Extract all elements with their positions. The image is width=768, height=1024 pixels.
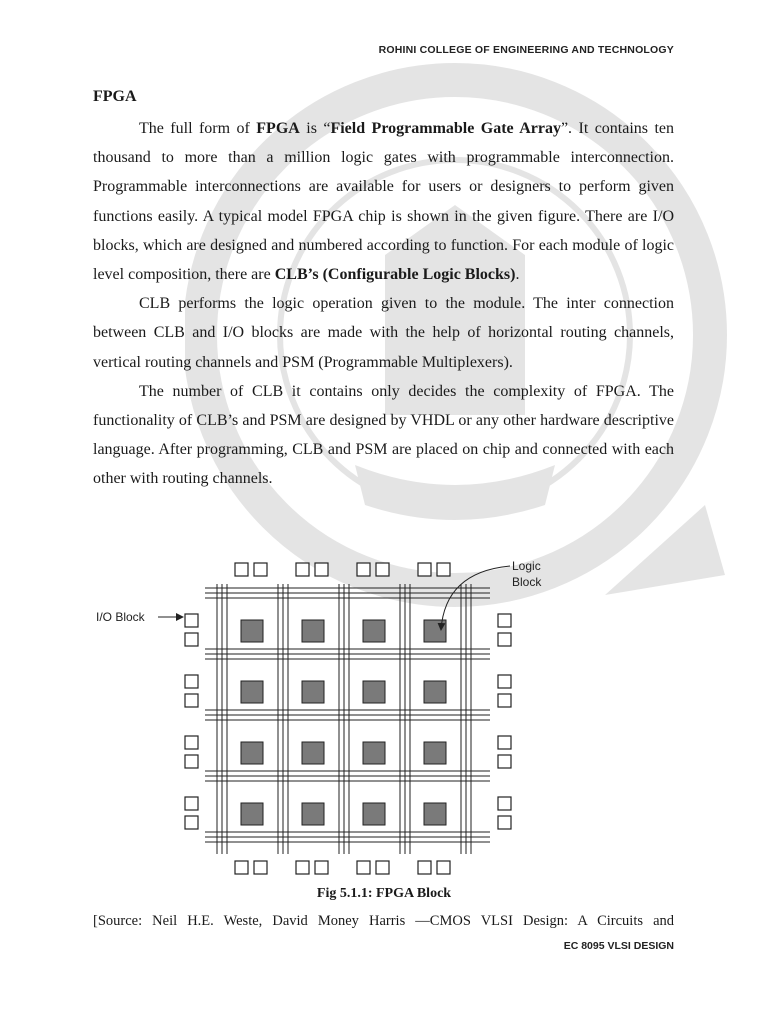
clb-block-r2c3 [424, 742, 446, 764]
clb-block-r1c2 [363, 681, 385, 703]
io-block-ring [185, 563, 511, 874]
io-block-2 [235, 861, 248, 874]
io-block-23 [498, 694, 511, 707]
io-block-14 [418, 861, 431, 874]
io-block-12 [418, 563, 431, 576]
p1-text-3: ”. It contains ten thousand to more than a million logic gates with programmable interconnection. Programmable interconnections are available for users or designers to perform given functions easily. A typical model FPGA chip is shown in the given figure. There are I/O blocks, which are designed and numbered according to function. For each module of logic level composition, there are [93, 120, 674, 284]
clb-block-r3c1 [302, 803, 324, 825]
logic-block-label-line1: Logic [512, 559, 541, 573]
paragraph-2: CLB performs the logic operation given to the module. The inter connection between CLB and I/O blocks are made with the help of horizontal routing channels, vertical routing channels and PSM (Programmable Multiplexers). [93, 295, 674, 371]
clb-block-r0c0 [241, 620, 263, 642]
io-block-0 [235, 563, 248, 576]
fpga-block-diagram [90, 554, 560, 884]
io-block-8 [357, 563, 370, 576]
source-citation: [Source: Neil H.E. Weste, David Money Harris ―CMOS VLSI Design: A Circuits and [93, 913, 674, 929]
io-block-15 [437, 861, 450, 874]
course-footer: EC 8095 VLSI DESIGN [563, 940, 674, 952]
io-block-27 [498, 755, 511, 768]
section-title: FPGA [93, 88, 137, 105]
io-block-28 [185, 797, 198, 810]
io-block-6 [296, 861, 309, 874]
io-block-29 [185, 816, 198, 829]
body-text [93, 114, 674, 494]
logic-block-label-line2: Block [512, 575, 542, 589]
p1-bold-full-form: Field Programmable Gate Array [330, 120, 561, 137]
io-block-label: I/O Block [96, 610, 145, 624]
clb-block-r0c3 [424, 620, 446, 642]
p1-text-2: is “ [299, 120, 331, 137]
io-block-26 [498, 736, 511, 749]
clb-block-r3c2 [363, 803, 385, 825]
clb-block-r3c0 [241, 803, 263, 825]
clb-block-r0c1 [302, 620, 324, 642]
io-block-18 [498, 614, 511, 627]
io-block-7 [315, 861, 328, 874]
io-block-22 [498, 675, 511, 688]
io-block-5 [315, 563, 328, 576]
clb-block-r1c3 [424, 681, 446, 703]
io-block-30 [498, 797, 511, 810]
io-block-10 [357, 861, 370, 874]
io-block-13 [437, 563, 450, 576]
paragraph-1 [93, 114, 674, 289]
clb-block-r1c1 [302, 681, 324, 703]
io-block-20 [185, 675, 198, 688]
io-block-17 [185, 633, 198, 646]
io-block-4 [296, 563, 309, 576]
io-block-3 [254, 861, 267, 874]
io-block-1 [254, 563, 267, 576]
io-block-21 [185, 694, 198, 707]
clb-block-r0c2 [363, 620, 385, 642]
clb-block-r2c2 [363, 742, 385, 764]
p1-text-1: The full form of [139, 120, 257, 137]
p1-bold-clb: CLB’s (Configurable Logic Blocks) [274, 266, 516, 284]
paragraph-3: The number of CLB it contains only decides the complexity of FPGA. The functionality of CLB’s and PSM are designed by VHDL or any other hardware descriptive language. After programming, CLB and PSM are placed on chip and connected with each other with routing channels. [93, 382, 674, 488]
figure-caption: Fig 5.1.1: FPGA Block [316, 886, 452, 901]
clb-block-r1c0 [241, 681, 263, 703]
io-block-19 [498, 633, 511, 646]
io-block-31 [498, 816, 511, 829]
clb-block-r2c1 [302, 742, 324, 764]
fpga-block-figure [90, 554, 560, 884]
io-block-25 [185, 755, 198, 768]
io-block-9 [376, 563, 389, 576]
io-block-16 [185, 614, 198, 627]
p1-bold-fpga: FPGA [256, 120, 300, 137]
clb-block-r2c0 [241, 742, 263, 764]
io-block-11 [376, 861, 389, 874]
institution-header: ROHINI COLLEGE OF ENGINEERING AND TECHNOLOGY [378, 44, 674, 56]
clb-block-r3c3 [424, 803, 446, 825]
io-block-24 [185, 736, 198, 749]
p1-text-4: . [515, 266, 520, 284]
